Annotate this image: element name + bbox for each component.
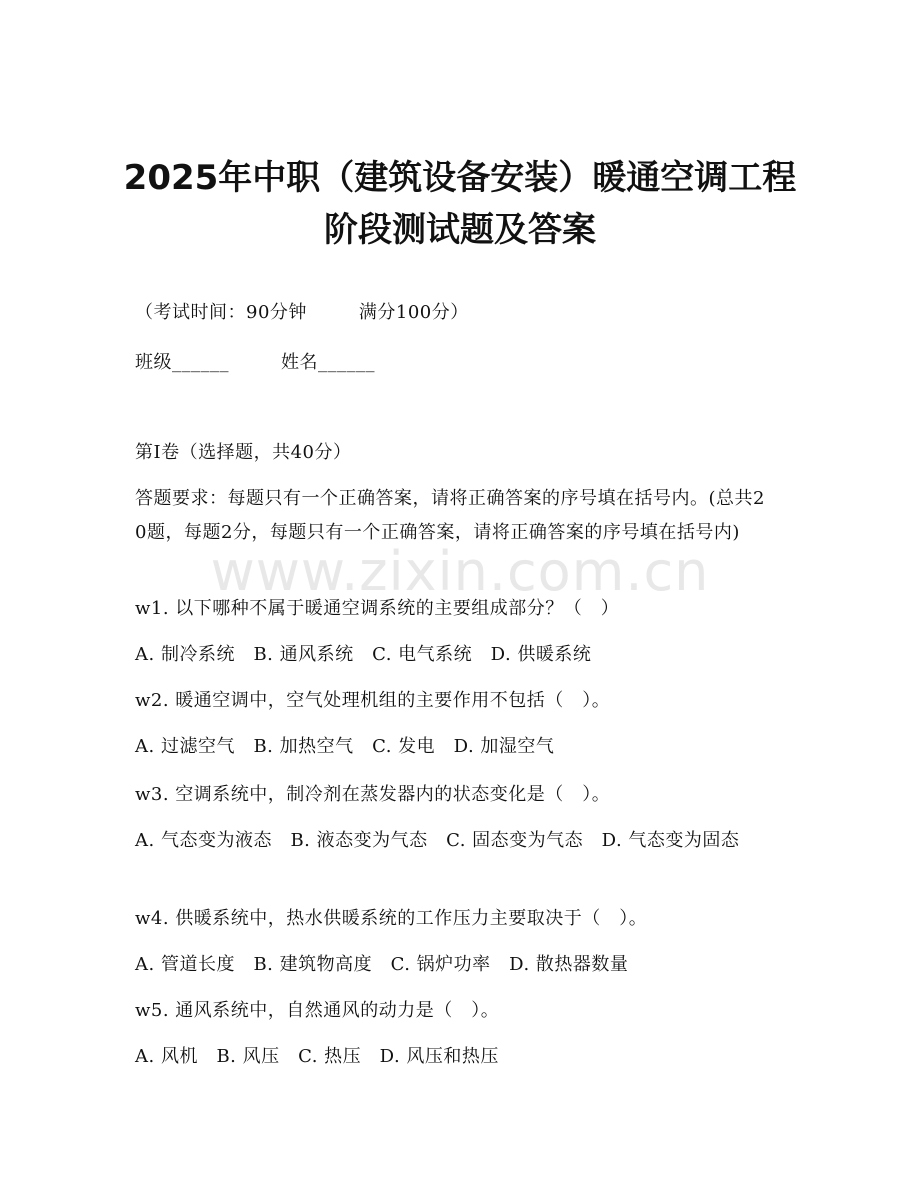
question-options-3: A. 气态变为液态 B. 液态变为气态 C. 固态变为气态 D. 气态变为固态 (135, 830, 740, 851)
class-label: 班级______ (135, 352, 229, 373)
question-stem-2: w2. 暖通空调中，空气处理机组的主要作用不包括（ ）。 (135, 690, 611, 711)
exam-info (135, 296, 785, 330)
document-title-line-2: 阶段测试题及答案 (324, 210, 596, 250)
question-stem-4: w4. 供暖系统中，热水供暖系统的工作压力主要取决于（ ）。 (135, 908, 648, 929)
question-stem-5: w5. 通风系统中，自然通风的动力是（ ）。 (135, 1000, 500, 1021)
instructions: 答题要求：每题只有一个正确答案，请将正确答案的序号填在括号内。(总共20题，每题2分，每题只有一个正确答案，请将正确答案的序号填在括号内) (135, 488, 765, 543)
section-title: 第Ⅰ卷（选择题，共40分） (135, 442, 352, 463)
exam-time: （考试时间：90分钟 (135, 302, 307, 323)
exam-score: 满分100分） (358, 302, 469, 323)
student-info (135, 346, 785, 380)
watermark: www.zixin.com.cn (210, 540, 710, 603)
question-options-1: A. 制冷系统 B. 通风系统 C. 电气系统 D. 供暖系统 (135, 644, 592, 665)
question-stem-3: w3. 空调系统中，制冷剂在蒸发器内的状态变化是（ ）。 (135, 784, 611, 805)
question-options-4: A. 管道长度 B. 建筑物高度 C. 锅炉功率 D. 散热器数量 (135, 954, 629, 975)
question-options-2: A. 过滤空气 B. 加热空气 C. 发电 D. 加湿空气 (135, 736, 555, 757)
document-title-line-1: 2025年中职（建筑设备安装）暖通空调工程 (123, 158, 797, 198)
question-options-5: A. 风机 B. 风压 C. 热压 D. 风压和热压 (135, 1046, 499, 1067)
name-label: 姓名______ (281, 352, 375, 373)
question-stem-1: w1. 以下哪种不属于暖通空调系统的主要组成部分？（ ） (135, 598, 620, 619)
